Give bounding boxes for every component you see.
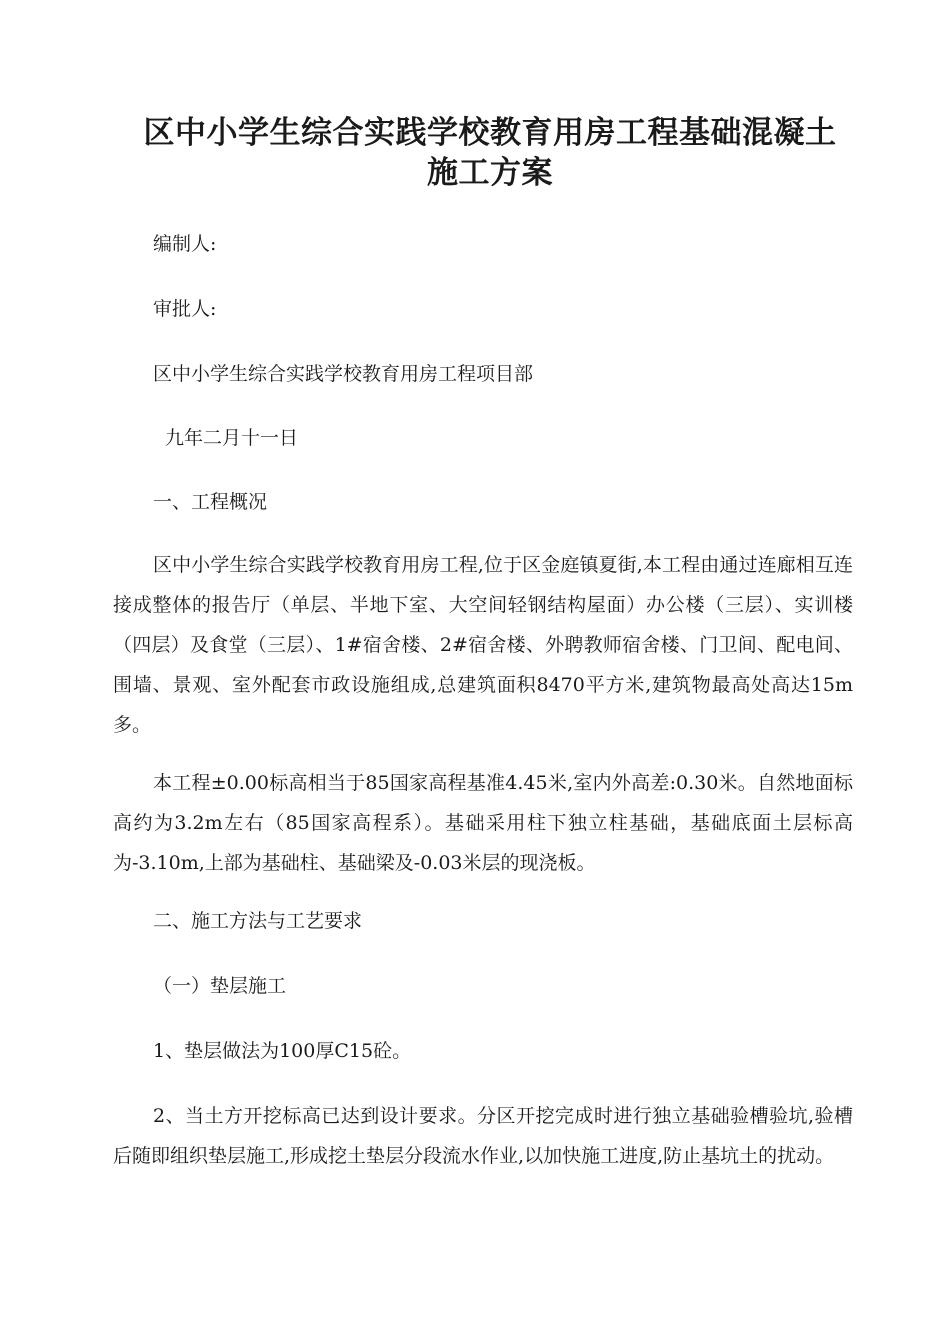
list-item-1: 1、垫层做法为100厚C15砼。 xyxy=(153,1040,412,1062)
document-title-line1: 区中小学生综合实践学校教育用房工程基础混凝土 xyxy=(143,115,837,151)
overview-paragraph-2: 本工程±0.00标高相当于85国家高程基准4.45米,室内外高差:0.30米。自然地面标高约为3.2m左右（85国家高程系）。基础采用柱下独立柱基础，基础底面土层标高为-3.10m,上部为基础柱、基础梁及-0.03米层的现浇板。 xyxy=(113,772,853,874)
list-item-2: 2、当土方开挖标高已达到设计要求。分区开挖完成时进行独立基础验槽验坑,验槽后随即组织垫层施工,形成挖土垫层分段流水作业,以加快施工进度,防止基坑土的扰动。 xyxy=(113,1105,853,1167)
section-heading-overview: 一、工程概况 xyxy=(153,491,268,513)
subsection-heading-cushion: （一）垫层施工 xyxy=(153,975,287,997)
document-date: 九年二月十一日 xyxy=(165,427,299,449)
approver-label: 审批人: xyxy=(153,298,217,320)
document-title-line2: 施工方案 xyxy=(427,155,553,191)
compiler-label: 编制人: xyxy=(153,233,217,255)
overview-paragraph-1: 区中小学生综合实践学校教育用房工程,位于区金庭镇夏街,本工程由通过连廊相互连接成整体的报告厅（单层、半地下室、大空间轻钢结构屋面）办公楼（三层）、实训楼（四层）及食堂（三层）、1#宿舍楼、2#宿舍楼、外聘教师宿舍楼、门卫间、配电间、围墙、景观、室外配套市政设施组成,总建筑面积8470平方米,建筑物最高处高达15m多。 xyxy=(113,554,853,736)
department-name: 区中小学生综合实践学校教育用房工程项目部 xyxy=(153,363,534,385)
section-heading-methods: 二、施工方法与工艺要求 xyxy=(153,910,363,932)
